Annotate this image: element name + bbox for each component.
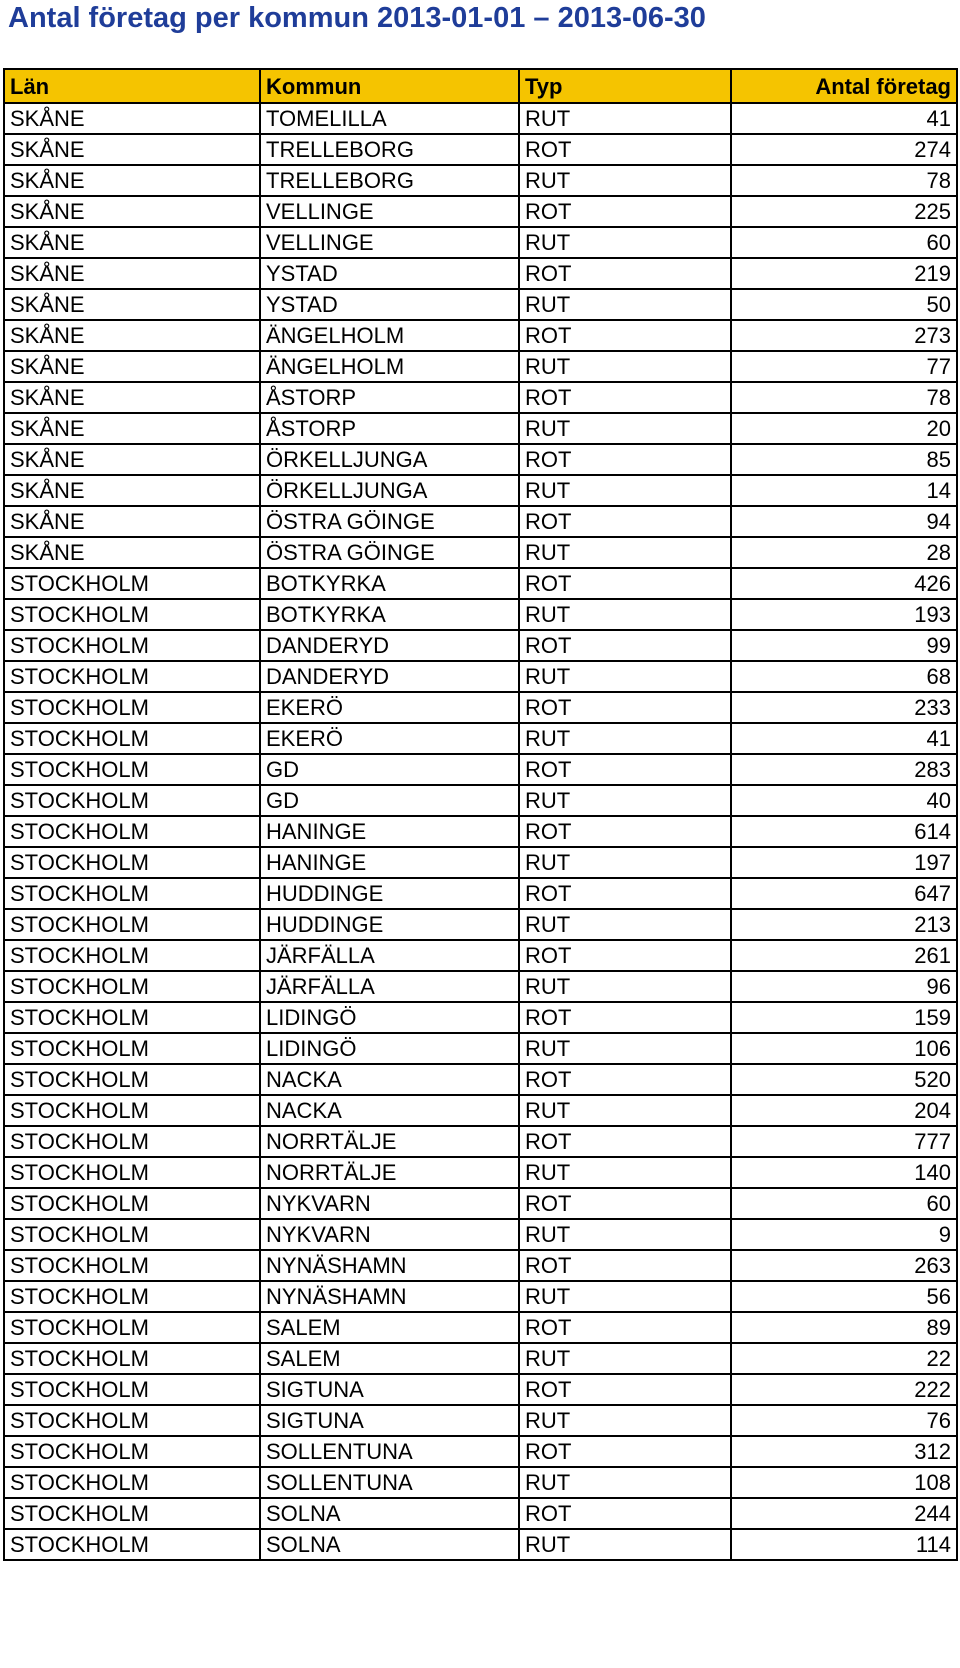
cell-typ: RUT <box>519 1405 731 1436</box>
table-row <box>4 971 957 1002</box>
table-row <box>4 599 957 630</box>
table-row <box>4 1126 957 1157</box>
table-row <box>4 909 957 940</box>
cell-typ: ROT <box>519 940 731 971</box>
table-row <box>4 165 957 196</box>
cell-lan: STOCKHOLM <box>4 1529 260 1560</box>
cell-antal-foretag: 222 <box>731 1374 957 1405</box>
table-row <box>4 1343 957 1374</box>
cell-antal-foretag: 28 <box>731 537 957 568</box>
cell-antal-foretag: 520 <box>731 1064 957 1095</box>
table-row <box>4 1219 957 1250</box>
cell-kommun: TRELLEBORG <box>260 165 519 196</box>
cell-kommun: SOLNA <box>260 1498 519 1529</box>
company-count-table <box>3 68 958 1561</box>
cell-antal-foretag: 106 <box>731 1033 957 1064</box>
table-row <box>4 878 957 909</box>
cell-lan: STOCKHOLM <box>4 1188 260 1219</box>
cell-typ: ROT <box>519 754 731 785</box>
header-kommun: Kommun <box>260 69 519 103</box>
cell-antal-foretag: 40 <box>731 785 957 816</box>
table-row <box>4 289 957 320</box>
cell-lan: STOCKHOLM <box>4 1467 260 1498</box>
cell-kommun: ÄNGELHOLM <box>260 351 519 382</box>
cell-typ: RUT <box>519 289 731 320</box>
cell-kommun: EKERÖ <box>260 723 519 754</box>
cell-typ: RUT <box>519 1467 731 1498</box>
cell-lan: STOCKHOLM <box>4 785 260 816</box>
cell-kommun: NYNÄSHAMN <box>260 1250 519 1281</box>
table-row <box>4 351 957 382</box>
table-row <box>4 258 957 289</box>
cell-kommun: JÄRFÄLLA <box>260 971 519 1002</box>
cell-lan: SKÅNE <box>4 165 260 196</box>
cell-kommun: ÄNGELHOLM <box>260 320 519 351</box>
cell-typ: RUT <box>519 1343 731 1374</box>
table-row <box>4 723 957 754</box>
cell-lan: STOCKHOLM <box>4 1498 260 1529</box>
cell-antal-foretag: 41 <box>731 723 957 754</box>
table-row <box>4 1157 957 1188</box>
cell-typ: ROT <box>519 1188 731 1219</box>
cell-typ: RUT <box>519 1033 731 1064</box>
cell-lan: SKÅNE <box>4 258 260 289</box>
cell-lan: SKÅNE <box>4 134 260 165</box>
cell-kommun: YSTAD <box>260 289 519 320</box>
cell-kommun: ÖRKELLJUNGA <box>260 475 519 506</box>
cell-antal-foretag: 14 <box>731 475 957 506</box>
table-row <box>4 506 957 537</box>
table-row <box>4 537 957 568</box>
cell-lan: STOCKHOLM <box>4 1219 260 1250</box>
cell-antal-foretag: 193 <box>731 599 957 630</box>
cell-kommun: VELLINGE <box>260 227 519 258</box>
cell-antal-foretag: 50 <box>731 289 957 320</box>
cell-lan: STOCKHOLM <box>4 1064 260 1095</box>
table-row <box>4 227 957 258</box>
cell-kommun: GD <box>260 754 519 785</box>
cell-antal-foretag: 219 <box>731 258 957 289</box>
cell-kommun: YSTAD <box>260 258 519 289</box>
cell-lan: STOCKHOLM <box>4 692 260 723</box>
cell-antal-foretag: 263 <box>731 1250 957 1281</box>
table-row <box>4 816 957 847</box>
table-row <box>4 692 957 723</box>
cell-typ: ROT <box>519 506 731 537</box>
table-header <box>4 69 957 103</box>
cell-kommun: SALEM <box>260 1312 519 1343</box>
cell-kommun: NORRTÄLJE <box>260 1157 519 1188</box>
cell-lan: STOCKHOLM <box>4 1157 260 1188</box>
cell-lan: STOCKHOLM <box>4 1002 260 1033</box>
cell-antal-foretag: 56 <box>731 1281 957 1312</box>
cell-lan: STOCKHOLM <box>4 971 260 1002</box>
cell-typ: RUT <box>519 227 731 258</box>
cell-kommun: ÖSTRA GÖINGE <box>260 537 519 568</box>
cell-kommun: DANDERYD <box>260 630 519 661</box>
cell-typ: RUT <box>519 909 731 940</box>
cell-typ: ROT <box>519 568 731 599</box>
cell-antal-foretag: 68 <box>731 661 957 692</box>
cell-lan: STOCKHOLM <box>4 1126 260 1157</box>
cell-kommun: HANINGE <box>260 847 519 878</box>
cell-antal-foretag: 60 <box>731 1188 957 1219</box>
cell-lan: STOCKHOLM <box>4 847 260 878</box>
cell-typ: RUT <box>519 1095 731 1126</box>
cell-typ: ROT <box>519 1498 731 1529</box>
cell-typ: RUT <box>519 1157 731 1188</box>
cell-lan: SKÅNE <box>4 413 260 444</box>
cell-antal-foretag: 244 <box>731 1498 957 1529</box>
cell-antal-foretag: 94 <box>731 506 957 537</box>
cell-lan: SKÅNE <box>4 196 260 227</box>
cell-kommun: SOLLENTUNA <box>260 1467 519 1498</box>
cell-typ: RUT <box>519 103 731 134</box>
cell-typ: RUT <box>519 785 731 816</box>
table-row <box>4 1002 957 1033</box>
cell-antal-foretag: 274 <box>731 134 957 165</box>
cell-antal-foretag: 213 <box>731 909 957 940</box>
cell-lan: STOCKHOLM <box>4 723 260 754</box>
cell-typ: ROT <box>519 1002 731 1033</box>
table-row <box>4 754 957 785</box>
table-row <box>4 661 957 692</box>
cell-typ: RUT <box>519 537 731 568</box>
cell-kommun: NORRTÄLJE <box>260 1126 519 1157</box>
table-row <box>4 568 957 599</box>
table-row <box>4 1374 957 1405</box>
cell-kommun: JÄRFÄLLA <box>260 940 519 971</box>
cell-kommun: BOTKYRKA <box>260 599 519 630</box>
cell-kommun: NYKVARN <box>260 1219 519 1250</box>
cell-typ: ROT <box>519 444 731 475</box>
cell-typ: RUT <box>519 661 731 692</box>
table-row <box>4 1033 957 1064</box>
cell-antal-foretag: 22 <box>731 1343 957 1374</box>
cell-antal-foretag: 261 <box>731 940 957 971</box>
cell-lan: STOCKHOLM <box>4 1095 260 1126</box>
table-row <box>4 1312 957 1343</box>
table-row <box>4 1250 957 1281</box>
cell-antal-foretag: 41 <box>731 103 957 134</box>
table-row <box>4 1405 957 1436</box>
cell-antal-foretag: 140 <box>731 1157 957 1188</box>
cell-kommun: DANDERYD <box>260 661 519 692</box>
cell-kommun: SOLNA <box>260 1529 519 1560</box>
cell-typ: RUT <box>519 1281 731 1312</box>
header-row <box>4 69 957 103</box>
cell-kommun: TOMELILLA <box>260 103 519 134</box>
table-row <box>4 1436 957 1467</box>
table-row <box>4 1529 957 1560</box>
cell-lan: SKÅNE <box>4 103 260 134</box>
cell-kommun: ÖRKELLJUNGA <box>260 444 519 475</box>
cell-lan: SKÅNE <box>4 506 260 537</box>
cell-antal-foretag: 312 <box>731 1436 957 1467</box>
cell-lan: STOCKHOLM <box>4 940 260 971</box>
cell-kommun: SIGTUNA <box>260 1374 519 1405</box>
cell-typ: ROT <box>519 816 731 847</box>
cell-kommun: SIGTUNA <box>260 1405 519 1436</box>
cell-lan: STOCKHOLM <box>4 1436 260 1467</box>
cell-kommun: LIDINGÖ <box>260 1033 519 1064</box>
table-row <box>4 1064 957 1095</box>
cell-typ: ROT <box>519 1126 731 1157</box>
cell-typ: RUT <box>519 165 731 196</box>
cell-antal-foretag: 426 <box>731 568 957 599</box>
table-row <box>4 444 957 475</box>
cell-kommun: ÅSTORP <box>260 382 519 413</box>
table-row <box>4 785 957 816</box>
cell-antal-foretag: 9 <box>731 1219 957 1250</box>
table-row <box>4 1188 957 1219</box>
cell-kommun: EKERÖ <box>260 692 519 723</box>
cell-kommun: LIDINGÖ <box>260 1002 519 1033</box>
cell-antal-foretag: 85 <box>731 444 957 475</box>
cell-antal-foretag: 89 <box>731 1312 957 1343</box>
cell-typ: RUT <box>519 723 731 754</box>
cell-antal-foretag: 647 <box>731 878 957 909</box>
cell-lan: STOCKHOLM <box>4 816 260 847</box>
cell-typ: ROT <box>519 1064 731 1095</box>
cell-antal-foretag: 777 <box>731 1126 957 1157</box>
table-row <box>4 1095 957 1126</box>
cell-lan: SKÅNE <box>4 351 260 382</box>
cell-antal-foretag: 77 <box>731 351 957 382</box>
cell-lan: STOCKHOLM <box>4 630 260 661</box>
cell-lan: STOCKHOLM <box>4 878 260 909</box>
cell-antal-foretag: 108 <box>731 1467 957 1498</box>
cell-lan: SKÅNE <box>4 537 260 568</box>
cell-antal-foretag: 78 <box>731 382 957 413</box>
table-row <box>4 382 957 413</box>
header-lan: Län <box>4 69 260 103</box>
cell-lan: STOCKHOLM <box>4 754 260 785</box>
cell-lan: SKÅNE <box>4 475 260 506</box>
cell-antal-foretag: 159 <box>731 1002 957 1033</box>
cell-kommun: SALEM <box>260 1343 519 1374</box>
cell-kommun: HUDDINGE <box>260 878 519 909</box>
cell-antal-foretag: 99 <box>731 630 957 661</box>
table-row <box>4 475 957 506</box>
cell-kommun: GD <box>260 785 519 816</box>
cell-lan: STOCKHOLM <box>4 599 260 630</box>
table-body <box>4 103 957 1560</box>
table-row <box>4 940 957 971</box>
cell-antal-foretag: 114 <box>731 1529 957 1560</box>
cell-typ: ROT <box>519 630 731 661</box>
cell-kommun: VELLINGE <box>260 196 519 227</box>
cell-antal-foretag: 204 <box>731 1095 957 1126</box>
cell-typ: ROT <box>519 196 731 227</box>
cell-antal-foretag: 20 <box>731 413 957 444</box>
cell-kommun: HUDDINGE <box>260 909 519 940</box>
cell-typ: ROT <box>519 320 731 351</box>
cell-typ: RUT <box>519 351 731 382</box>
cell-antal-foretag: 233 <box>731 692 957 723</box>
page-title: Antal företag per kommun 2013-01-01 – 2013-06-30 <box>8 2 706 34</box>
cell-antal-foretag: 197 <box>731 847 957 878</box>
cell-antal-foretag: 78 <box>731 165 957 196</box>
cell-typ: ROT <box>519 1436 731 1467</box>
cell-lan: SKÅNE <box>4 289 260 320</box>
cell-lan: STOCKHOLM <box>4 1343 260 1374</box>
cell-typ: RUT <box>519 475 731 506</box>
cell-lan: STOCKHOLM <box>4 1250 260 1281</box>
cell-lan: SKÅNE <box>4 320 260 351</box>
table-row <box>4 413 957 444</box>
cell-typ: ROT <box>519 878 731 909</box>
cell-kommun: SOLLENTUNA <box>260 1436 519 1467</box>
cell-antal-foretag: 225 <box>731 196 957 227</box>
cell-kommun: ÅSTORP <box>260 413 519 444</box>
cell-antal-foretag: 60 <box>731 227 957 258</box>
table-row <box>4 1467 957 1498</box>
cell-kommun: HANINGE <box>260 816 519 847</box>
cell-typ: ROT <box>519 258 731 289</box>
cell-kommun: NYNÄSHAMN <box>260 1281 519 1312</box>
cell-antal-foretag: 96 <box>731 971 957 1002</box>
cell-kommun: BOTKYRKA <box>260 568 519 599</box>
cell-kommun: NACKA <box>260 1064 519 1095</box>
cell-antal-foretag: 283 <box>731 754 957 785</box>
cell-typ: ROT <box>519 134 731 165</box>
cell-typ: ROT <box>519 1374 731 1405</box>
cell-kommun: NACKA <box>260 1095 519 1126</box>
cell-typ: RUT <box>519 971 731 1002</box>
cell-typ: RUT <box>519 847 731 878</box>
header-antal-foretag: Antal företag <box>731 69 957 103</box>
cell-typ: RUT <box>519 599 731 630</box>
table-row <box>4 1498 957 1529</box>
cell-typ: RUT <box>519 1529 731 1560</box>
cell-kommun: ÖSTRA GÖINGE <box>260 506 519 537</box>
cell-kommun: TRELLEBORG <box>260 134 519 165</box>
cell-lan: SKÅNE <box>4 444 260 475</box>
cell-lan: STOCKHOLM <box>4 1312 260 1343</box>
cell-typ: ROT <box>519 382 731 413</box>
cell-typ: ROT <box>519 692 731 723</box>
cell-antal-foretag: 273 <box>731 320 957 351</box>
table-row <box>4 320 957 351</box>
table-row <box>4 630 957 661</box>
cell-typ: RUT <box>519 413 731 444</box>
cell-typ: ROT <box>519 1312 731 1343</box>
cell-antal-foretag: 76 <box>731 1405 957 1436</box>
cell-lan: STOCKHOLM <box>4 1033 260 1064</box>
cell-typ: ROT <box>519 1250 731 1281</box>
table-row <box>4 847 957 878</box>
table-row <box>4 103 957 134</box>
cell-lan: STOCKHOLM <box>4 661 260 692</box>
cell-lan: STOCKHOLM <box>4 568 260 599</box>
cell-lan: STOCKHOLM <box>4 1281 260 1312</box>
header-typ: Typ <box>519 69 731 103</box>
cell-kommun: NYKVARN <box>260 1188 519 1219</box>
table-row <box>4 134 957 165</box>
cell-lan: STOCKHOLM <box>4 1405 260 1436</box>
cell-lan: STOCKHOLM <box>4 1374 260 1405</box>
table-row <box>4 196 957 227</box>
cell-typ: RUT <box>519 1219 731 1250</box>
table-row <box>4 1281 957 1312</box>
cell-lan: STOCKHOLM <box>4 909 260 940</box>
cell-lan: SKÅNE <box>4 227 260 258</box>
cell-lan: SKÅNE <box>4 382 260 413</box>
cell-antal-foretag: 614 <box>731 816 957 847</box>
